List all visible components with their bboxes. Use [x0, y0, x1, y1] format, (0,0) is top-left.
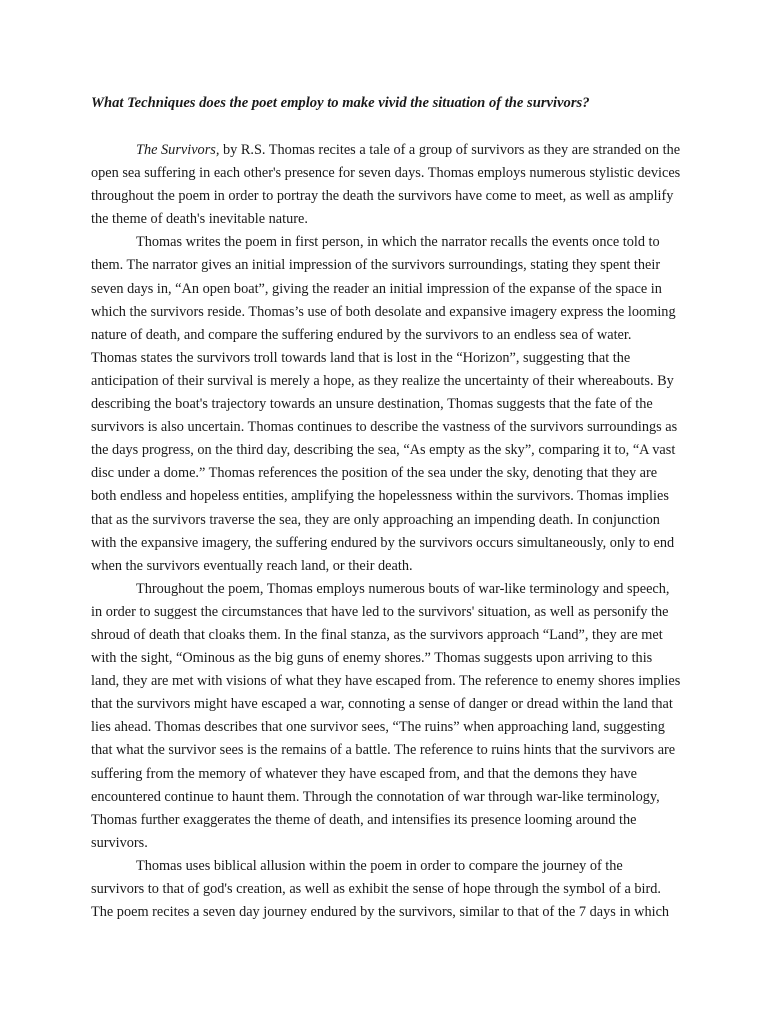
paragraph-line: Thomas uses biblical allusion within the poem in order to compare the journey of the — [136, 857, 623, 874]
paragraph-line: survivors. — [91, 834, 148, 851]
paragraph-line: describing the boat's trajectory towards an unsure destination, Thomas suggests that the fate of the — [91, 396, 653, 413]
paragraph-line: suffering from the memory of whatever they have escaped from, and that the demons they have — [91, 765, 638, 782]
paragraph-line: lies ahead. Thomas describes that one survivor sees, “The ruins” when approaching land, suggesting — [91, 719, 665, 736]
paragraph-line: them. The narrator gives an initial impression of the survivors surroundings, stating they spent their — [91, 257, 661, 274]
paragraph-line: nature of death, and compare the suffering endured by the survivors to an endless sea of water. — [91, 326, 632, 343]
poem-title: The Survivors, — [136, 142, 220, 158]
paragraph-line: disc under a dome.” Thomas references the position of the sea under the sky, denoting that they are — [91, 465, 658, 482]
paragraph-line: Thomas writes the poem in first person, in which the narrator recalls the events once told to — [136, 234, 660, 251]
paragraph-line: in order to suggest the circumstances that have led to the survivors' situation, as well as personify the — [91, 603, 669, 620]
paragraph-line: with the sight, “Ominous as the big guns of enemy shores.” Thomas suggests upon arriving to this — [91, 650, 653, 667]
paragraph-line: Throughout the poem, Thomas employs numerous bouts of war-like terminology and speech, — [136, 580, 670, 597]
paragraph-1-line-1 — [91, 139, 679, 162]
paragraph-line: survivors to that of god's creation, as well as exhibit the sense of hope through the symbol of a bird. — [91, 881, 661, 897]
paragraph-line: the days progress, on the third day, describing the sea, “As empty as the sky”, comparing it to, “A vast — [91, 442, 676, 459]
paragraph-1-line-1-rest: by R.S. Thomas recites a tale of a group of survivors as they are stranded on the — [219, 142, 681, 158]
paragraph-line: throughout the poem in order to portray the death the survivors have come to meet, as well as amplify — [91, 188, 674, 205]
paragraph-line: which the survivors reside. Thomas’s use of both desolate and expansive imagery express the looming — [91, 303, 676, 320]
paragraph-line: open sea suffering in each other's presence for seven days. Thomas employs numerous stylistic devices — [91, 165, 681, 182]
essay-body — [91, 139, 679, 924]
paragraph-line: Thomas states the survivors troll towards land that is lost in the “Horizon”, suggesting that the — [91, 349, 631, 366]
paragraph-line: Thomas further exaggerates the theme of death, and intensifies its presence looming around the — [91, 811, 637, 828]
paragraph-line: anticipation of their survival is merely a hope, as they realize the uncertainty of their whereabouts. By — [91, 372, 674, 389]
paragraph-line: both endless and hopeless entities, amplifying the hopelessness within the survivors. Thomas implies — [91, 488, 669, 505]
paragraph-line: the theme of death's inevitable nature. — [91, 211, 308, 228]
paragraph-line: land, they are met with visions of what they have escaped from. The reference to enemy shores implies — [91, 673, 681, 690]
paragraph-line: when the survivors eventually reach land, or their death. — [91, 557, 413, 574]
paragraph-line: that what the survivor sees is the remains of a battle. The reference to ruins hints that the survivors are — [91, 742, 676, 759]
paragraph-line: that the survivors might have escaped a war, connoting a sense of danger or dread within the land that — [91, 696, 673, 713]
paragraph-line: with the expansive imagery, the suffering endured by the survivors occurs simultaneously, only to end — [91, 534, 675, 551]
paragraph-line: encountered continue to haunt them. Through the connotation of war through war-like terminology, — [91, 788, 660, 805]
paragraph-line: that as the survivors traverse the sea, they are only approaching an impending death. In conjunction — [91, 511, 660, 528]
paragraph-line: survivors is also uncertain. Thomas continues to describe the vastness of the survivors surroundings as — [91, 419, 678, 436]
essay-heading: What Techniques does the poet employ to make vivid the situation of the survivors? — [91, 95, 590, 111]
paragraph-line: seven days in, “An open boat”, giving the reader an initial impression of the expanse of the space in — [91, 280, 662, 297]
paragraph-line: The poem recites a seven day journey endured by the survivors, similar to that of the 7 days in which — [91, 904, 670, 921]
paragraph-line: shroud of death that cloaks them. In the final stanza, as the survivors approach “Land”, they are met — [91, 626, 663, 643]
